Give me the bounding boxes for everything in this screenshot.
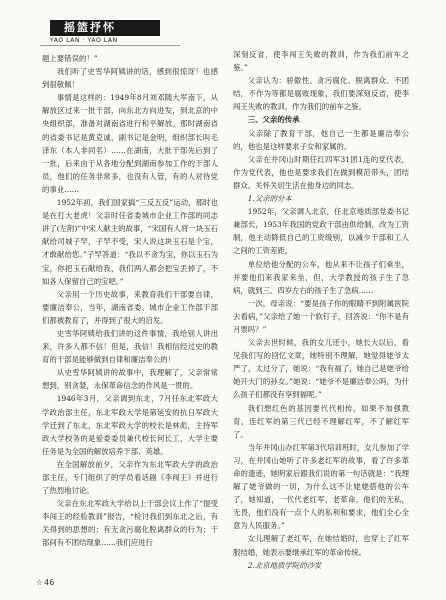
paragraph: 从史雪华阿姨讲的故事中，我理解了，父亲常常想到，别贪婪，永保革命信念的作风是一贯的。 bbox=[42, 368, 218, 391]
paragraph: 单位给他分配的公车，他从来不让孩子们乘坐，并要他们来我家来坐，但，大学教授的孩子生了急病，就到三、四岁左右的孩子生了急病…… bbox=[233, 259, 409, 295]
paragraph: 史雪华阿姨给我们讲的这件事情，我给别人讲出来，许多人都不信！但是，我信！我相信经过史的教育的干部是能够做到自律和廉洁奉公的！ bbox=[42, 328, 218, 365]
paragraph: 父亲认为：骄傲性、贪污腐化、脱离群众、不团结，不作为等都是腐败现象，我们要深刻反省，使李闯王失败的教训，作为我们的前车之鉴。 bbox=[233, 76, 409, 112]
paragraph: 我们听了史雪华阿姨讲的话，感到很惊讶！也感到很敬佩！ bbox=[42, 67, 218, 90]
paragraph: 1.父亲的分本 bbox=[247, 194, 292, 204]
paragraph: 事情是这样的：1949年8月刘邓随大军南下，从解放区过来一批干部，向东北方向进发，到北京的中央组织部，准备对湖南省进行和平解放。那时湖南省的省委书记是黄克诚，副书记是金明，组织部长叫毛泽东（本人非同名）……在湖南，大批干部先后到了一批，后来由于从各地分配到湖南参加工作的干部人员，他们的任务非常多，也没有人管，有的人对待党的事业…… bbox=[42, 93, 218, 194]
right-column bbox=[233, 48, 409, 572]
paragraph: 在全国解放前夕，父亲作为东北军政大学的政治部主任，专门组织了的学员看话剧《李闯王》并进行了热烈地讨论。 bbox=[42, 459, 218, 496]
paragraph: 我们想红色的基因要代代相传，如果不加强教育，连红军的第三代已经不理解红军，不了解红军了。 bbox=[233, 403, 409, 439]
paragraph: 1952年，父亲调人北京，任北京地质部党委书记兼部长，1953年我国的党政干部由供给制，改为工资制，他主动降低自己的工资级别，以减少干部和工人之间的工资差距。 bbox=[233, 207, 409, 256]
section-title: 摇篮抒怀 bbox=[50, 20, 160, 36]
paragraph: 深刻反省，使李闯王失败的教训，作为我们前车之鉴。” bbox=[233, 50, 409, 73]
paragraph: 当年井冈山办红军第3代培训班时，女儿参加了学习，在井冈山她听了许多老红军的故事，看了许多革命的遗迹，她明家后跟我们说的第一句话就是：“我理解了姥爷做的一切，为什么这不让姥姥搭他的公车了，她知道，一代代老红军，老革命，他们的无私，无畏，他们没有一点个人的私利和要求，他们全心全意为人民服务。” bbox=[233, 442, 409, 531]
paragraph: 父亲在井冈山时期任红四军31团1连的党代表，作为党代表，他也是要求我们在做到模范带头，团结群众。关怀关切生活在他身边的同志。 bbox=[233, 154, 409, 190]
paragraph: 父亲除了教育干部，他自己一生都是廉洁奉公的，他也是这样要求子女和家属的。 bbox=[233, 128, 409, 151]
section-subtitle: YAO LAN · YAO LAN bbox=[50, 37, 118, 44]
paragraph: 女儿理解了老红军，在她结婚时，也穿上了红军服结婚，她表示要继承红军的革命传统。 bbox=[233, 534, 409, 557]
paragraph: 一次，母亲说：“要是孩子你的眼睛不到附属医院去看病，”父亲给了她一个软钉子，回答说：“你不是有月票吗？” bbox=[233, 298, 409, 334]
paragraph: 1946年3月，父亲调到东北，7月任东北军政大学政治部主任，东北军政大学是第延安的抗日军政大学迁到了东北，东北军政大学的校长是林彪，主持军政大学校务的是爱委委员兼代校长何长工，大学主要任务是为全国的解放培养干部、英雄。 bbox=[42, 394, 218, 456]
paragraph: 父亲去世时候，我的女儿还小，她长大以后，看见我们写的回忆文章，她特别不理解，她觉得姥爷太严了，太过分了，她说：“我有福了，她自己是姥爷给她开大门的孙女。”她说：“姥爷不是廉洁奉公吗，为什么孩子们都没有享到福呢。” bbox=[233, 338, 409, 400]
page-number-text: 46 bbox=[44, 578, 55, 587]
paragraph: 三、父亲的传承 bbox=[247, 115, 300, 125]
paragraph: 父亲用一个历史故事，来教育我们干部要自律，要廉洁奉公，当年，湖南省委、城市企业工作部干部们都被教育了，并得到了很大的启发。 bbox=[42, 289, 218, 325]
star-icon: ☆ bbox=[36, 578, 44, 587]
paragraph: 父亲在东北军政大学给以上干部会议上作了“提受李闯王的经验教训”报告，“检讨我们到东北之后，有关得到的思想的；有无贪污腐化脱离群众的行为；干部间有不团结现象……我们应进行 bbox=[42, 499, 218, 548]
paragraph: 1952年初，我们国家搞“三反五反”运动，那时也是在打大老虎！父亲时任省委城市企业工作部的同志讲了(左附)”中宋人献主的故事，“宋国有人将一块玉石献给司城子罕，子罕不受，宋人说这块玉石是个宝，才敢献给您。”子罕答道：“我以不贪为宝，你以玉石为宝，你把玉石献给我，我们两人都会把宝丢掉了，不如各人保留自己的宝吧。” bbox=[42, 198, 218, 286]
left-column bbox=[42, 52, 218, 550]
paragraph: 2.北京地质学院的沙发 bbox=[247, 560, 322, 570]
section-header bbox=[40, 20, 170, 48]
page-number bbox=[36, 578, 54, 587]
header-divider bbox=[40, 45, 180, 46]
paragraph: 题上要错误的！” bbox=[42, 54, 98, 63]
